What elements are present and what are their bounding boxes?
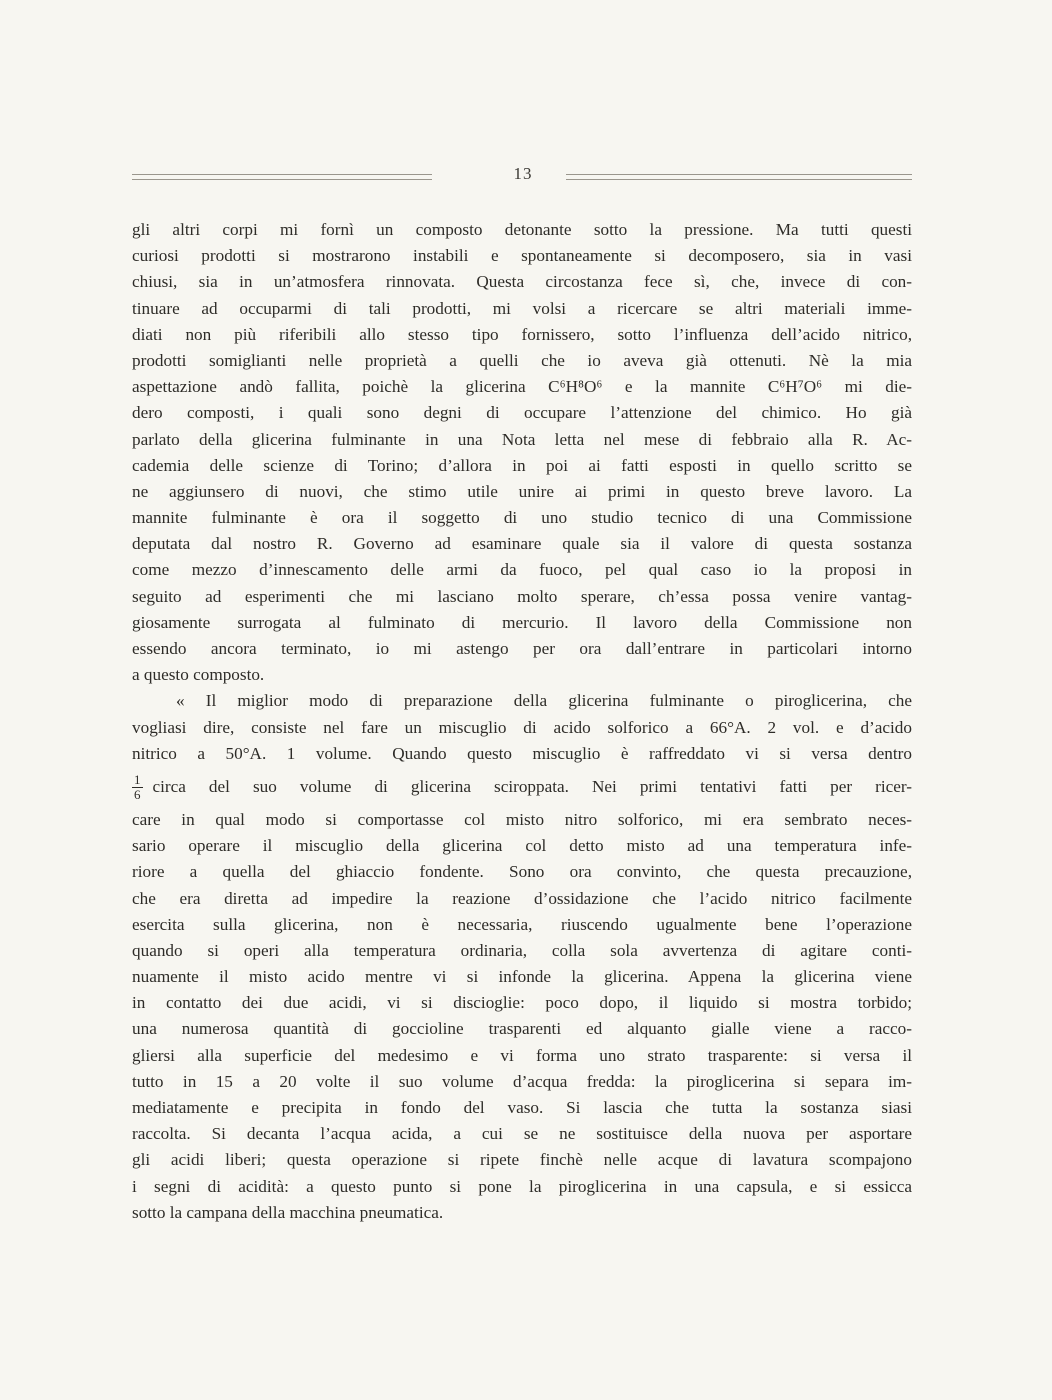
body-text	[132, 217, 912, 1226]
header-rule-left	[132, 174, 432, 180]
text-line: esercita sulla glicerina, non è necessaria, riuscendo ugualmente bene l’operazione	[132, 914, 912, 934]
text-line: parlato della glicerina fulminante in una Nota letta nel mese di febbraio alla R. Ac-	[132, 429, 912, 449]
text-line: tutto in 15 a 20 volte il suo volume d’acqua fredda: la piroglicerina si separa im-	[132, 1071, 912, 1091]
header-rule-right	[566, 174, 912, 180]
text-line: « Il miglior modo di preparazione della glicerina fulminante o piroglicerina, che	[176, 691, 912, 711]
fraction-denominator: 6	[134, 787, 141, 803]
text-line: raccolta. Si decanta l’acqua acida, a cui se ne sostituisce della nuova per asportare	[132, 1124, 912, 1144]
text-line: quando si operi alla temperatura ordinaria, colla sola avvertenza di agitare conti-	[132, 940, 912, 960]
text-line: aspettazione andò fallita, poichè la glicerina C⁶H⁸O⁶ e la mannite C⁶H⁷O⁶ mi die-	[132, 377, 912, 397]
text-line: che era diretta ad impedire la reazione d’ossidazione che l’acido nitrico facilmente	[132, 888, 912, 908]
text-line: mannite fulminante è ora il soggetto di uno studio tecnico di una Commissione	[132, 508, 912, 528]
text-line: i segni di acidità: a questo punto si pone la piroglicerina in una capsula, e si essicca	[132, 1176, 912, 1196]
text-line: in contatto dei due acidi, vi si discioglie: poco dopo, il liquido si mostra torbido;	[132, 993, 912, 1013]
paragraph-2	[132, 688, 912, 1226]
text-line: riore a quella del ghiaccio fondente. Sono ora convinto, che questa precauzione,	[132, 862, 912, 882]
text-line: chiusi, sia in un’atmosfera rinnovata. Questa circostanza fece sì, che, invece di con-	[132, 272, 912, 292]
text-line: curiosi prodotti si mostrarono instabili e spontaneamente si decomposero, sia in vasi	[132, 246, 912, 266]
text-line: gli altri corpi mi fornì un composto detonante sotto la pressione. Ma tutti questi	[132, 220, 912, 239]
text-line: cademia delle scienze di Torino; d’allora in poi ai fatti esposti in quello scritto se	[132, 455, 912, 475]
fraction	[132, 773, 143, 802]
page-header	[132, 162, 912, 192]
fraction-numerator: 1	[134, 772, 141, 788]
text-line: dero composti, i quali sono degni di occupare l’attenzione del chimico. Ho già	[132, 403, 912, 423]
text-line: nuamente il misto acido mentre vi si infonde la glicerina. Appena la glicerina viene	[132, 967, 912, 987]
text-line: a questo composto.	[132, 665, 265, 685]
paragraph-1	[132, 217, 912, 688]
text-line: gli acidi liberi; questa operazione si ripete finchè nelle acque di lavatura scompajono	[132, 1150, 912, 1170]
fraction-line-text: circa del suo volume di glicerina sciroppata. Nei primi tentativi fatti per ricer-	[152, 776, 912, 796]
text-line: mediatamente e precipita in fondo del vaso. Si lascia che tutta la sostanza siasi	[132, 1098, 912, 1117]
text-line: una numerosa quantità di goccioline trasparenti ed alquanto gialle viene a racco-	[132, 1019, 912, 1039]
text-line: essendo ancora terminato, io mi astengo per ora dall’entrare in particolari intorno	[132, 639, 912, 658]
text-line: diati non più riferibili allo stesso tipo fornissero, sotto l’influenza dell’acido nitrico,	[132, 324, 912, 344]
text-line: care in qual modo si comportasse col misto nitro solforico, mi era sembrato neces-	[132, 809, 912, 829]
text-line: giosamente surrogata al fulminato di mercurio. Il lavoro della Commissione non	[132, 612, 912, 632]
page-number: 13	[513, 164, 533, 183]
text-line: come mezzo d’innescamento delle armi da fuoco, pel qual caso io la proposi in	[132, 560, 912, 580]
text-line: sario operare il miscuglio della glicerina col detto misto ad una temperatura infe-	[132, 836, 912, 856]
fraction-line	[132, 767, 912, 807]
text-line: nitrico a 50°A. 1 volume. Quando questo miscuglio è raffreddato vi si versa dentro	[132, 743, 912, 763]
text-line: vogliasi dire, consiste nel fare un miscuglio di acido solforico a 66°A. 2 vol. e d’acido	[132, 717, 912, 737]
text-line: tinuare ad occuparmi di tali prodotti, mi volsi a ricercare se altri materiali imme-	[132, 298, 912, 318]
text-line: sotto la campana della macchina pneumatica.	[132, 1202, 444, 1222]
text-line: seguito ad esperimenti che mi lasciano molto sperare, ch’essa possa venire vantag-	[132, 586, 912, 606]
text-line: deputata dal nostro R. Governo ad esaminare quale sia il valore di questa sostanza	[132, 534, 912, 554]
text-line: gliersi alla superficie del medesimo e vi forma uno strato trasparente: si versa il	[132, 1045, 912, 1065]
text-line: prodotti somiglianti nelle proprietà a quelli che io aveva già ottenuti. Nè la mia	[132, 350, 912, 370]
text-line: ne aggiunsero di nuovi, che stimo utile unire ai primi in questo breve lavoro. La	[132, 481, 912, 501]
